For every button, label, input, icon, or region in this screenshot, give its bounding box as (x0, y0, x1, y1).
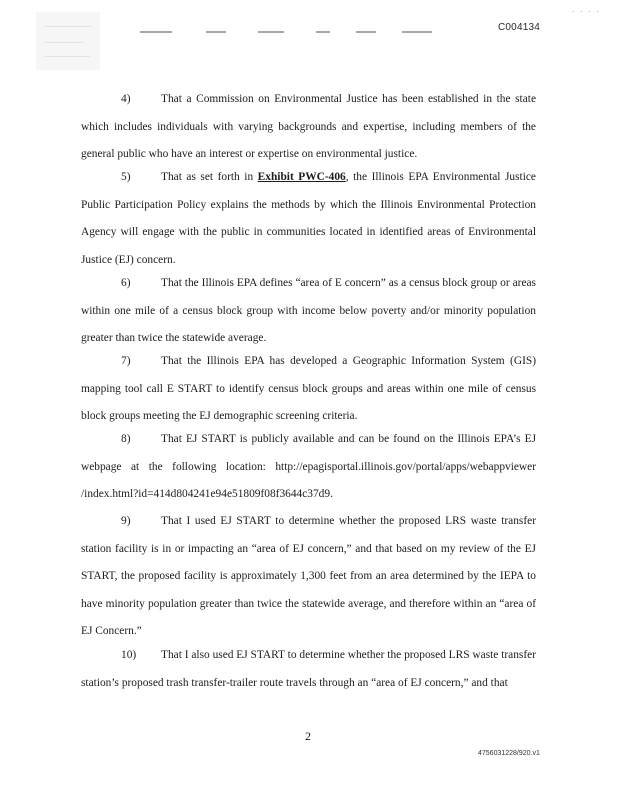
paragraph-number: 10) (121, 649, 137, 661)
paragraph-number: 6) (121, 277, 131, 289)
faded-stamp-mark (36, 12, 100, 70)
exhibit-reference: Exhibit PWC-406 (257, 171, 346, 183)
page-number: 2 (305, 729, 311, 743)
paragraph-text: That a Commission on Environmental Justice has been established in the state which includes individuals with varying backgrounds and expertise, including members of the general public who have an interest or expertise on environmental justice. (81, 93, 536, 160)
paragraph-number: 8) (121, 433, 131, 445)
paragraph-text: That the Illinois EPA defines “area of E concern” as a census block group or areas within one mile of a census block group with income below poverty and/or minority population greater than twice the statewide average. (81, 277, 536, 344)
paragraph-number: 9) (121, 515, 131, 527)
faded-header-marks (140, 31, 440, 37)
paragraph-text: That I used EJ START to determine whether the proposed LRS waste transfer station facility is in or impacting an “area of EJ concern,” and that based on my review of the EJ START, the proposed facility is approximately 1,300 feet from an area determined by the IEPA to have minority population greater than twice the statewide average, and therefore within an “area of EJ Concern.” (81, 515, 536, 637)
paragraph-8 (81, 426, 536, 509)
paragraph-number: 5) (121, 171, 131, 183)
paragraph-text: That as set forth in (161, 171, 258, 183)
paragraph-number: 7) (121, 355, 131, 367)
corner-marks: · · · · (572, 8, 601, 16)
paragraph-text: That I also used EJ START to determine whether the proposed LRS waste transfer station’s proposed trash transfer-trailer route travels through an “area of EJ concern,” and that (81, 649, 536, 689)
paragraph-7 (81, 348, 536, 431)
paragraph-10 (81, 642, 536, 697)
bates-number: C004134 (498, 22, 540, 33)
document-id: 4756031228/920.v1 (478, 750, 540, 757)
paragraph-4 (81, 86, 536, 169)
paragraph-number: 4) (121, 93, 131, 105)
paragraph-text: That EJ START is publicly available and can be found on the Illinois EPA’s EJ webpage at the following location: http://epagisportal.illinois.gov/portal/apps/webappviewer /index.html?id=414d804241e94e51809f08f3644c37d9. (81, 433, 536, 500)
paragraph-5 (81, 164, 536, 274)
paragraph-9 (81, 508, 536, 646)
paragraph-text: , the Illinois EPA Environmental Justice Public Participation Policy explains the methods by which the Illinois Environmental Protection Agency will engage with the public in communities located in identified areas of Environmental Justice (EJ) concern. (81, 171, 536, 266)
paragraph-text: That the Illinois EPA has developed a Geographic Information System (GIS) mapping tool call E START to identify census block groups and areas within one mile of census block groups meeting the EJ demographic screening criteria. (81, 355, 536, 422)
paragraph-6 (81, 270, 536, 353)
